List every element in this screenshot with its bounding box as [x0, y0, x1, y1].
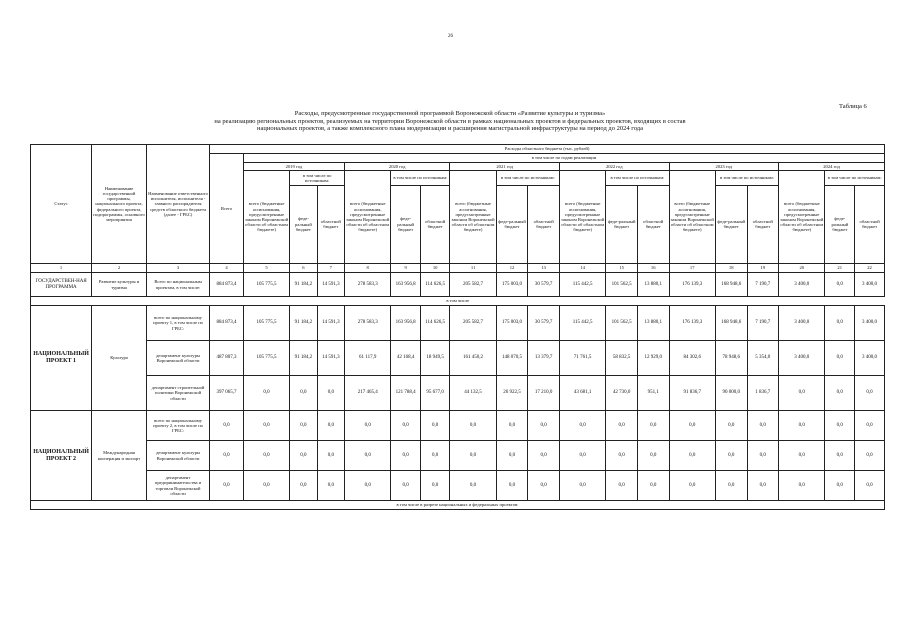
value-cell: 0,0	[528, 441, 560, 471]
value-cell: 91 184,2	[290, 273, 317, 297]
value-cell: 0,0	[715, 441, 747, 471]
header-federal: феде-ральный бюджет	[825, 185, 854, 263]
value-cell: 114 626,5	[420, 273, 450, 297]
executor-cell: департамент предпринимательства и торговли Воронежской области	[146, 471, 209, 501]
column-number: 7	[317, 264, 344, 273]
value-cell: 0,0	[854, 411, 884, 441]
value-cell: 13 880,1	[637, 306, 669, 341]
column-number: 13	[528, 264, 560, 273]
header-year: 2022 год	[559, 163, 669, 171]
program-name-cell: Международная кооперация и экспорт	[92, 411, 147, 501]
header-federal: феде-ральный бюджет	[497, 185, 528, 263]
header-year: 2019 год	[243, 163, 344, 171]
value-cell: 0,0	[317, 376, 344, 411]
value-cell: 0,0	[528, 471, 560, 501]
header-year-total: всего (бюджетные ассигнования, предусмотренные законом Воронежской области об областном бюджете)	[450, 171, 496, 264]
value-cell: 115 442,5	[559, 273, 605, 297]
value-cell: 91 184,2	[290, 341, 317, 376]
header-regional: областной бюджет	[425, 219, 446, 230]
value-cell: 0,0	[243, 411, 289, 441]
value-cell: 175 003,0	[496, 306, 528, 341]
value-cell: 205 582,7	[450, 306, 496, 341]
header-regional: областной бюджет	[752, 219, 773, 230]
value-cell: 61 117,9	[345, 341, 391, 376]
value-cell: 951,1	[637, 376, 669, 411]
header-by-sources	[715, 171, 778, 264]
header-executor: Наименование ответственного исполнителя, исполнителя - главного распорядителя средств областного бюджета (далее - ГРБС)	[146, 145, 209, 264]
header-total: Всего	[210, 154, 244, 264]
header-status: Статус	[31, 145, 92, 264]
value-cell: 101 562,5	[606, 273, 638, 297]
table-row	[31, 306, 885, 341]
executor-cell: всего по национальному проекту 2, в том числе по ГРБС:	[146, 411, 209, 441]
value-cell: 0,0	[637, 471, 669, 501]
value-cell: 105 775,5	[243, 273, 289, 297]
value-cell: 42 730,0	[606, 376, 638, 411]
value-cell: 7 190,7	[747, 273, 779, 297]
value-cell: 0,0	[715, 411, 747, 441]
header-year-total: всего (бюджетные ассигнования, предусмотренные законом Воронежской области об областном бюджете)	[669, 171, 715, 264]
table-label: Таблица 6	[839, 103, 867, 110]
executor-cell: департамент строительной политики Воронежской области	[146, 376, 209, 411]
value-cell: 278 583,3	[345, 273, 391, 297]
value-cell: 0,0	[779, 471, 825, 501]
value-cell: 161 450,2	[450, 341, 496, 376]
value-cell: 0,0	[779, 411, 825, 441]
header-regional: областной бюджет	[533, 219, 554, 230]
column-number: 3	[146, 264, 209, 273]
column-number: 12	[496, 264, 528, 273]
column-number: 17	[669, 264, 715, 273]
column-number: 11	[450, 264, 496, 273]
value-cell: 0,0	[290, 411, 317, 441]
header-expenses: Расходы областного бюджета (тыс. рублей)	[210, 145, 885, 154]
value-cell: 0,0	[606, 441, 638, 471]
value-cell: 90 000,0	[715, 376, 747, 411]
value-cell: 115 442,5	[559, 306, 605, 341]
header-by-sources	[290, 171, 345, 264]
column-number: 10	[420, 264, 450, 273]
value-cell: 0,0	[391, 411, 421, 441]
value-cell: 0,0	[450, 441, 496, 471]
value-cell: 3 400,0	[854, 341, 884, 376]
header-by-year: в том числе по годам реализации	[243, 154, 884, 163]
value-cell: 58 832,5	[606, 341, 638, 376]
value-cell: 71 761,5	[559, 341, 605, 376]
status-cell: НАЦИОНАЛЬНЫЙ ПРОЕКТ 2	[31, 411, 92, 501]
header-regional: областной бюджет	[320, 219, 341, 230]
value-cell: 0,0	[243, 441, 289, 471]
value-cell: 0,0	[243, 471, 289, 501]
value-cell: 0,0	[669, 441, 715, 471]
column-number: 14	[559, 264, 605, 273]
value-cell: 0,0	[317, 441, 344, 471]
executor-cell: Всего по национальным проектам, в том числе:	[146, 273, 209, 297]
value-cell: 43 681,1	[559, 376, 605, 411]
value-cell: 42 168,4	[391, 341, 421, 376]
title-line: Расходы, предусмотренные государственной программой Воронежской области «Развитие культуры и туризма»	[294, 110, 606, 117]
header-by-sources	[496, 171, 559, 264]
value-cell: 0,0	[496, 471, 528, 501]
value-cell: 1 836,7	[747, 376, 779, 411]
table-row	[31, 376, 885, 411]
value-cell: 0,0	[606, 471, 638, 501]
column-number: 15	[606, 264, 638, 273]
value-cell: 14 591,3	[317, 273, 344, 297]
value-cell: 30 579,7	[528, 273, 560, 297]
column-number: 22	[854, 264, 884, 273]
value-cell: 0,0	[317, 411, 344, 441]
value-cell: 176 139,3	[669, 306, 715, 341]
value-cell: 12 929,0	[637, 341, 669, 376]
header-by-sources	[606, 171, 669, 264]
title-line: на реализацию региональных проектов, реализуемых на территории Воронежской области в рамках национальных проектов и федеральных проектов, входящих в состав	[214, 117, 686, 125]
value-cell: 0,0	[496, 411, 528, 441]
value-cell: 0,0	[210, 441, 244, 471]
value-cell: 0,0	[779, 376, 825, 411]
value-cell: 0,0	[825, 376, 855, 411]
value-cell: 175 003,0	[496, 273, 528, 297]
footer-row: в том числе в разрезе национальных и федеральных проектов:	[31, 501, 885, 510]
expenses-table	[30, 144, 885, 510]
document-title	[150, 110, 750, 133]
value-cell: 3 400,0	[854, 306, 884, 341]
value-cell: 0,0	[391, 441, 421, 471]
value-cell: 121 788,4	[391, 376, 421, 411]
value-cell: 105 775,5	[243, 306, 289, 341]
header-federal: феде-ральный бюджет	[716, 185, 747, 263]
header-regional: областной бюджет	[859, 219, 880, 230]
value-cell: 3 400,0	[854, 273, 884, 297]
value-cell: 95 677,0	[420, 376, 450, 411]
value-cell: 17 210,0	[528, 376, 560, 411]
column-number: 9	[391, 264, 421, 273]
program-name-cell: Развитие культуры и туризма	[92, 273, 147, 297]
value-cell: 0,0	[210, 471, 244, 501]
column-number: 4	[210, 264, 244, 273]
in-total-row: в том числе	[31, 297, 885, 306]
header-sources-label: в том числе по источникам:	[391, 171, 449, 185]
header-sources-label: в том числе по источникам:	[716, 171, 778, 185]
table-row	[31, 441, 885, 471]
value-cell: 0,0	[345, 471, 391, 501]
value-cell: 30 579,7	[528, 306, 560, 341]
value-cell: 0,0	[669, 411, 715, 441]
value-cell: 0,0	[317, 471, 344, 501]
value-cell: 884 873,4	[210, 306, 244, 341]
value-cell: 114 626,5	[420, 306, 450, 341]
value-cell: 0,0	[854, 471, 884, 501]
value-cell: 0,0	[825, 273, 855, 297]
program-name-cell: Культура	[92, 306, 147, 411]
value-cell: 0,0	[559, 441, 605, 471]
header-year: 2023 год	[669, 163, 779, 171]
executor-cell: департамент культуры Воронежской области	[146, 441, 209, 471]
value-cell: 163 956,8	[391, 273, 421, 297]
value-cell: 0,0	[559, 471, 605, 501]
value-cell: 148 070,5	[496, 341, 528, 376]
value-cell: 0,0	[420, 441, 450, 471]
value-cell: 7 190,7	[747, 306, 779, 341]
value-cell: 0,0	[420, 411, 450, 441]
value-cell: 0,0	[496, 441, 528, 471]
value-cell: 13 379,7	[528, 341, 560, 376]
value-cell: 5 354,0	[747, 341, 779, 376]
value-cell: 0,0	[345, 441, 391, 471]
value-cell: 0,0	[637, 441, 669, 471]
value-cell: 14 591,3	[317, 341, 344, 376]
value-cell: 0,0	[290, 441, 317, 471]
value-cell: 487 807,3	[210, 341, 244, 376]
value-cell: 0,0	[825, 441, 855, 471]
value-cell: 13 880,1	[637, 273, 669, 297]
header-year: 2021 год	[450, 163, 560, 171]
value-cell: 3 400,0	[779, 273, 825, 297]
value-cell: 0,0	[290, 376, 317, 411]
header-year-total: всего (бюджетные ассигнования, предусмотренные законом Воронежской области об областном бюджете)	[345, 171, 391, 264]
value-cell: 0,0	[825, 306, 855, 341]
header-year-total: всего (бюджетные ассигнования, предусмотренные законом Воронежской области об областном бюджете)	[779, 171, 825, 264]
value-cell: 0,0	[854, 376, 884, 411]
header-year: 2020 год	[345, 163, 450, 171]
header-regional: областной бюджет	[643, 219, 664, 230]
value-cell: 3 400,0	[779, 341, 825, 376]
value-cell: 0,0	[559, 411, 605, 441]
header-year-total: всего (бюджетные ассигнования, предусмотренные законом Воронежской области об областном бюджете)	[559, 171, 605, 264]
value-cell: 397 065,7	[210, 376, 244, 411]
header-year-total: всего (бюджетные ассигнования, предусмотренные законом Воронежской области об областном бюджете)	[243, 171, 289, 264]
value-cell: 84 302,6	[669, 341, 715, 376]
value-cell: 0,0	[637, 411, 669, 441]
header-sources-label: в том числе по источникам:	[606, 171, 668, 185]
value-cell: 0,0	[747, 441, 779, 471]
header-federal: феде-ральный бюджет	[606, 185, 637, 263]
column-number: 6	[290, 264, 317, 273]
column-number: 8	[345, 264, 391, 273]
column-number: 18	[715, 264, 747, 273]
table-row	[31, 341, 885, 376]
value-cell: 91 836,7	[669, 376, 715, 411]
header-sources-label: в том числе по источникам:	[497, 171, 559, 185]
value-cell: 0,0	[825, 411, 855, 441]
value-cell: 26 922,5	[496, 376, 528, 411]
value-cell: 18 949,5	[420, 341, 450, 376]
value-cell: 91 184,2	[290, 306, 317, 341]
table-row	[31, 411, 885, 441]
value-cell: 0,0	[345, 411, 391, 441]
status-cell: НАЦИОНАЛЬНЫЙ ПРОЕКТ 1	[31, 306, 92, 411]
column-number: 16	[637, 264, 669, 273]
value-cell: 0,0	[391, 471, 421, 501]
value-cell: 217 465,4	[345, 376, 391, 411]
value-cell: 168 948,6	[715, 306, 747, 341]
value-cell: 0,0	[528, 411, 560, 441]
header-year: 2024 год	[779, 163, 885, 171]
column-number: 1	[31, 264, 92, 273]
header-program-name: Наименование государственной программы, национального проекта, федерального проекта, подпрограммы, основного мероприятия	[92, 145, 147, 264]
column-number: 19	[747, 264, 779, 273]
value-cell: 205 582,7	[450, 273, 496, 297]
column-number: 21	[825, 264, 855, 273]
header-sources-label: в том числе по источникам:	[825, 171, 884, 185]
value-cell: 0,0	[715, 471, 747, 501]
executor-cell: всего по национальному проекту 1, в том числе по ГРБС:	[146, 306, 209, 341]
page-number: 26	[448, 34, 453, 39]
title-line: национальных проектов, а также комплексного плана модернизации и расширения магистральной инфраструктуры на период до 2024 года	[257, 125, 643, 133]
value-cell: 0,0	[825, 471, 855, 501]
value-cell: 176 139,3	[669, 273, 715, 297]
value-cell: 0,0	[854, 441, 884, 471]
value-cell: 0,0	[669, 471, 715, 501]
header-by-sources	[391, 171, 450, 264]
value-cell: 0,0	[606, 411, 638, 441]
value-cell: 105 775,5	[243, 341, 289, 376]
header-federal: феде-ральный бюджет	[391, 185, 420, 263]
value-cell: 0,0	[420, 471, 450, 501]
value-cell: 0,0	[290, 471, 317, 501]
value-cell: 0,0	[243, 376, 289, 411]
value-cell: 78 948,6	[715, 341, 747, 376]
executor-cell: департамент культуры Воронежской области	[146, 341, 209, 376]
value-cell: 3 400,0	[779, 306, 825, 341]
table-row	[31, 471, 885, 501]
value-cell: 0,0	[779, 441, 825, 471]
value-cell: 44 132,5	[450, 376, 496, 411]
value-cell: 0,0	[747, 411, 779, 441]
value-cell: 884 873,4	[210, 273, 244, 297]
header-sources-label: в том числе по источникам:	[290, 171, 344, 185]
status-cell: ГОСУДАРСТВЕН-НАЯ ПРОГРАММА	[31, 273, 92, 297]
value-cell: 0,0	[747, 471, 779, 501]
value-cell: 278 583,3	[345, 306, 391, 341]
value-cell: 168 948,6	[715, 273, 747, 297]
column-number: 2	[92, 264, 147, 273]
value-cell: 0,0	[210, 411, 244, 441]
value-cell: 101 562,5	[606, 306, 638, 341]
column-number: 5	[243, 264, 289, 273]
value-cell: 14 591,3	[317, 306, 344, 341]
header-by-sources	[825, 171, 885, 264]
column-number: 20	[779, 264, 825, 273]
value-cell: 0,0	[825, 341, 855, 376]
value-cell: 0,0	[450, 411, 496, 441]
header-federal: феде-ральный бюджет	[290, 185, 317, 263]
value-cell: 0,0	[450, 471, 496, 501]
value-cell: 163 956,8	[391, 306, 421, 341]
